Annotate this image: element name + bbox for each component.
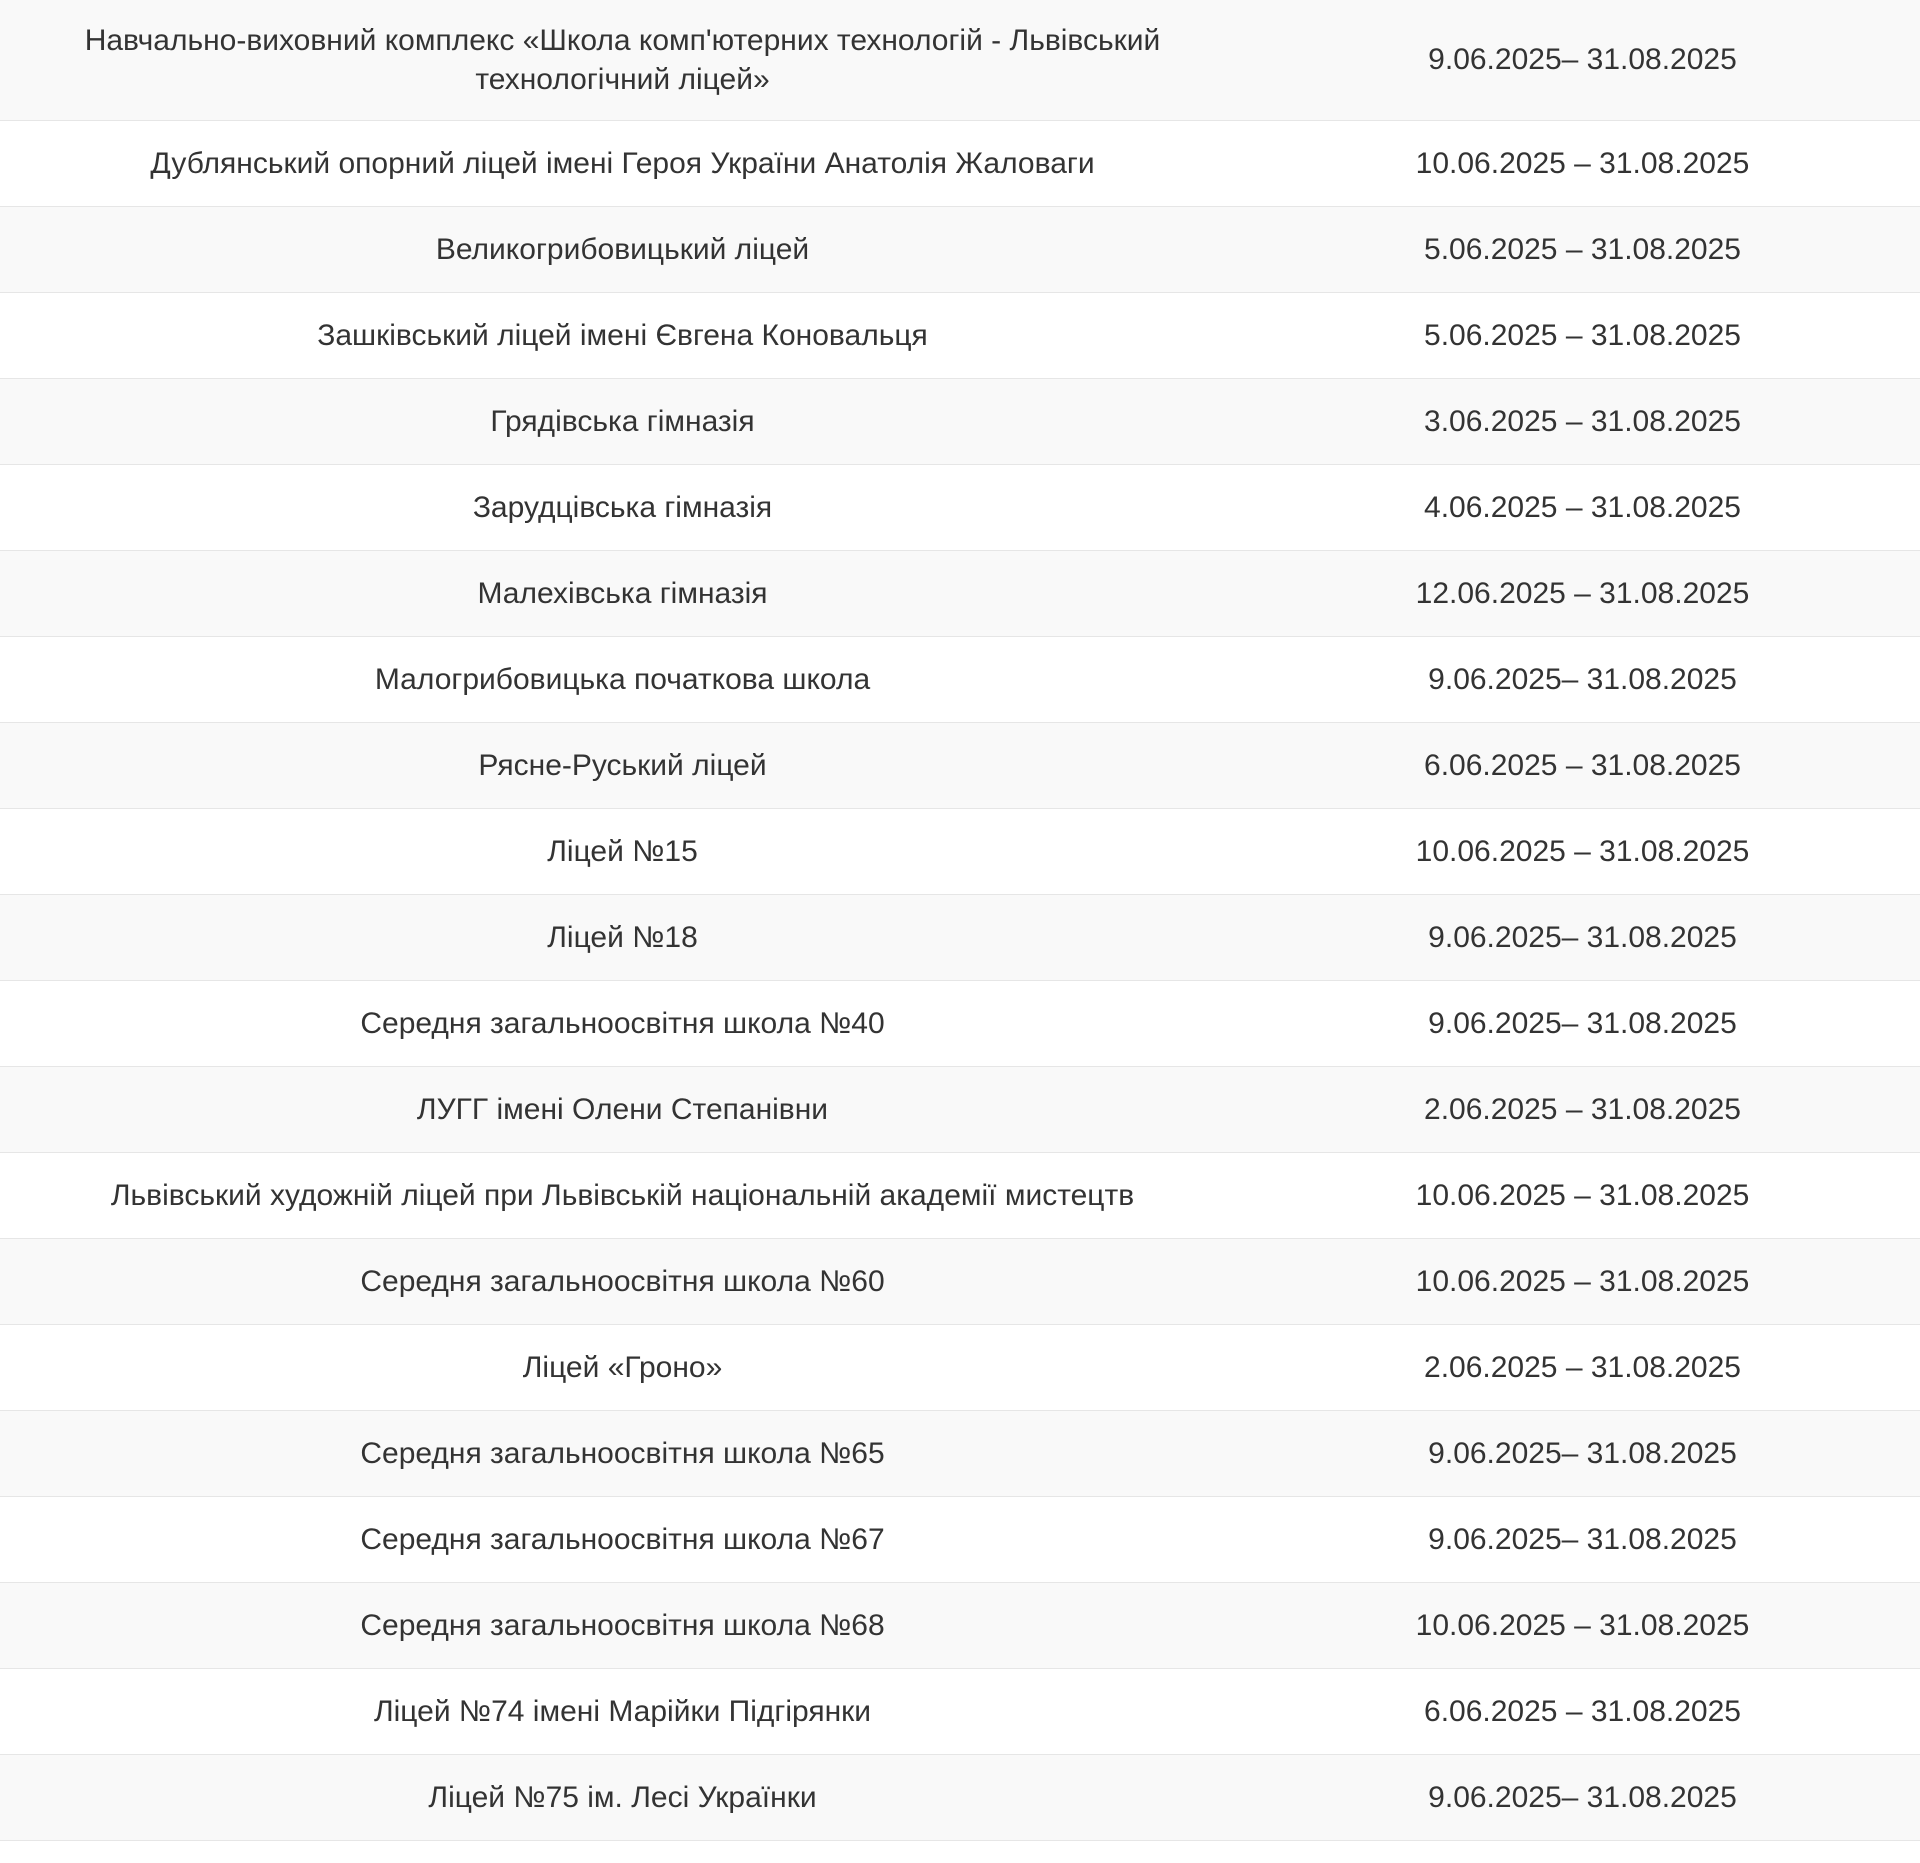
school-name-cell: Навчально-виховний комплекс «Школа комп'ютерних технологій - Львівський технологічний ліцей»: [0, 0, 1245, 120]
date-range-cell: 9.06.2025– 31.08.2025: [1245, 1496, 1920, 1582]
school-name-cell: Зарудцівська гімназія: [0, 464, 1245, 550]
school-name-cell: ЛУГГ імені Олени Степанівни: [0, 1066, 1245, 1152]
table-row: [0, 1066, 1920, 1152]
date-range-cell: 10.06.2025 – 31.08.2025: [1245, 1152, 1920, 1238]
table-row: [0, 1410, 1920, 1496]
school-name-cell: Дублянський опорний ліцей імені Героя України Анатолія Жаловаги: [0, 120, 1245, 206]
date-range-cell: 3.06.2025 – 31.08.2025: [1245, 378, 1920, 464]
school-name-cell: Середня загальноосвітня школа №65: [0, 1410, 1245, 1496]
table-row: [0, 894, 1920, 980]
date-range-cell: 10.06.2025 – 31.08.2025: [1245, 1582, 1920, 1668]
school-name-cell: Малехівська гімназія: [0, 550, 1245, 636]
table-row: [0, 378, 1920, 464]
school-name-cell: Львівський художній ліцей при Львівській національній академії мистецтв: [0, 1152, 1245, 1238]
date-range-cell: 5.06.2025 – 31.08.2025: [1245, 292, 1920, 378]
table-row: [0, 636, 1920, 722]
school-name-cell: Ліцей №74 імені Марійки Підгірянки: [0, 1668, 1245, 1754]
school-name-cell: Середня загальноосвітня школа №60: [0, 1238, 1245, 1324]
table-row: [0, 808, 1920, 894]
date-range-cell: 5.06.2025 – 31.08.2025: [1245, 206, 1920, 292]
table-row: [0, 1668, 1920, 1754]
table-row: [0, 464, 1920, 550]
school-name-cell: Зашківський ліцей імені Євгена Коновальця: [0, 292, 1245, 378]
date-range-cell: 9.06.2025– 31.08.2025: [1245, 1410, 1920, 1496]
date-range-cell: 2.06.2025 – 31.08.2025: [1245, 1066, 1920, 1152]
school-name-cell: Ліцей №75 ім. Лесі Українки: [0, 1754, 1245, 1840]
school-name-cell: Великогрибовицький ліцей: [0, 206, 1245, 292]
school-name-cell: Рясне-Руський ліцей: [0, 722, 1245, 808]
school-name-cell: Середня загальноосвітня школа №68: [0, 1582, 1245, 1668]
date-range-cell: 9.06.2025– 31.08.2025: [1245, 894, 1920, 980]
table-row: [0, 722, 1920, 808]
date-range-cell: 4.06.2025 – 31.08.2025: [1245, 464, 1920, 550]
date-range-cell: 2.06.2025 – 31.08.2025: [1245, 1324, 1920, 1410]
table-row: [0, 1582, 1920, 1668]
date-range-cell: 9.06.2025– 31.08.2025: [1245, 1754, 1920, 1840]
table-row: [0, 1754, 1920, 1840]
date-range-cell: 9.06.2025– 31.08.2025: [1245, 980, 1920, 1066]
school-name-cell: Середня загальноосвітня школа №40: [0, 980, 1245, 1066]
date-range-cell: 6.06.2025 – 31.08.2025: [1245, 722, 1920, 808]
table-row: [0, 1152, 1920, 1238]
date-range-cell: 9.06.2025– 31.08.2025: [1245, 636, 1920, 722]
table-row: [0, 980, 1920, 1066]
date-range-cell: 6.06.2025 – 31.08.2025: [1245, 1668, 1920, 1754]
table-row: [0, 0, 1920, 120]
school-name-cell: Ліцей «Гроно»: [0, 1324, 1245, 1410]
school-name-cell: Середня загальноосвітня школа №67: [0, 1496, 1245, 1582]
date-range-cell: 10.06.2025 – 31.08.2025: [1245, 120, 1920, 206]
date-range-cell: 10.06.2025 – 31.08.2025: [1245, 1238, 1920, 1324]
date-range-cell: 9.06.2025– 31.08.2025: [1245, 0, 1920, 120]
date-range-cell: 12.06.2025 – 31.08.2025: [1245, 550, 1920, 636]
table-row: [0, 206, 1920, 292]
school-name-cell: Ліцей №18: [0, 894, 1245, 980]
table-row: [0, 1324, 1920, 1410]
table-row: [0, 120, 1920, 206]
date-range-cell: 10.06.2025 – 31.08.2025: [1245, 808, 1920, 894]
table-row: [0, 1496, 1920, 1582]
table-row: [0, 550, 1920, 636]
table-row: [0, 292, 1920, 378]
school-name-cell: Грядівська гімназія: [0, 378, 1245, 464]
table-row: [0, 1238, 1920, 1324]
school-name-cell: Малогрибовицька початкова школа: [0, 636, 1245, 722]
school-name-cell: Ліцей №15: [0, 808, 1245, 894]
